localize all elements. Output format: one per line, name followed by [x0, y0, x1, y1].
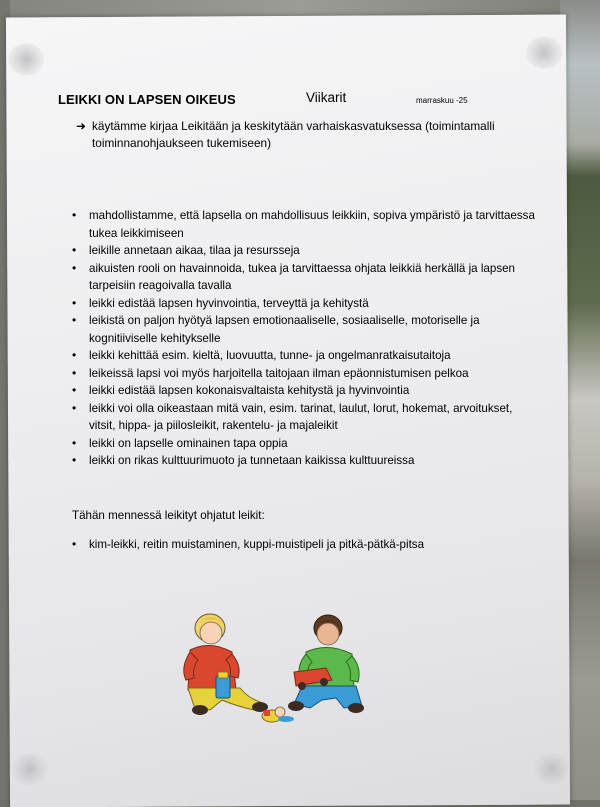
list-item: • leikeissä lapsi voi myös harjoitella taitojaan ilman epäonnistumisen pelkoa	[66, 365, 536, 383]
tape-bottom-left	[12, 753, 48, 785]
list-item: • kim-leikki, reitin muistaminen, kuppi-muistipeli ja pitkä-pätkä-pitsa	[66, 536, 536, 554]
page-title: LEIKKI ON LAPSEN OIKEUS	[58, 92, 236, 107]
list-item: • leikki kehittää esim. kieltä, luovuutta, tunne- ja ongelmanratkaisutaitoja	[66, 347, 536, 365]
tape-top-left	[8, 43, 44, 75]
group-name: Viikarit	[306, 90, 347, 105]
games-heading: Tähän mennessä leikityt ohjatut leikit:	[72, 509, 265, 522]
intro-line	[76, 118, 536, 152]
list-item: • leikki on rikas kulttuurimuoto ja tunnetaan kaikissa kulttuureissa	[66, 452, 536, 470]
points-list	[66, 207, 536, 470]
list-item: • leikistä on paljon hyötyä lapsen emotionaaliselle, sosiaaliselle, motoriselle ja kognitiiviselle kehitykselle	[66, 312, 536, 347]
games-list	[66, 536, 536, 554]
children-playing-illustration	[176, 606, 376, 731]
arrow-right-icon: ➜	[76, 119, 86, 133]
list-item: • leikki edistää lapsen kokonaisvaltaista kehitystä ja hyvinvointia	[66, 382, 536, 400]
intro-text: käytämme kirjaa Leikitään ja keskitytään varhaiskasvatuksessa (toimintamalli toiminnanohjaukseen tukemiseen)	[92, 119, 495, 150]
child-left-figure	[184, 614, 268, 715]
list-item: • leikki voi olla oikeastaan mitä vain, esim. tarinat, laulut, lorut, hokemat, arvoitukset, vitsit, hippa- ja piilosleikit, rakentelu- ja majaleikit	[66, 400, 536, 435]
date-label: marraskuu -25	[416, 96, 468, 105]
list-item: • mahdollistamme, että lapsella on mahdollisuus leikkiin, sopiva ympäristö ja tarvittaessa tukea leikkimiseen	[66, 207, 536, 242]
list-item: • aikuisten rooli on havainnoida, tukea ja tarvittaessa ohjata leikkiä herkällä ja lapsen tarpeisiin reagoivalla tavalla	[66, 260, 536, 295]
list-item: • leikki on lapselle ominainen tapa oppia	[66, 435, 536, 453]
tape-bottom-right	[534, 753, 570, 785]
list-item: • leikille annetaan aikaa, tilaa ja resursseja	[66, 242, 536, 260]
tape-top-right	[526, 37, 562, 69]
child-right-figure	[288, 615, 364, 713]
list-item: • leikki edistää lapsen hyvinvointia, terveyttä ja kehitystä	[66, 295, 536, 313]
